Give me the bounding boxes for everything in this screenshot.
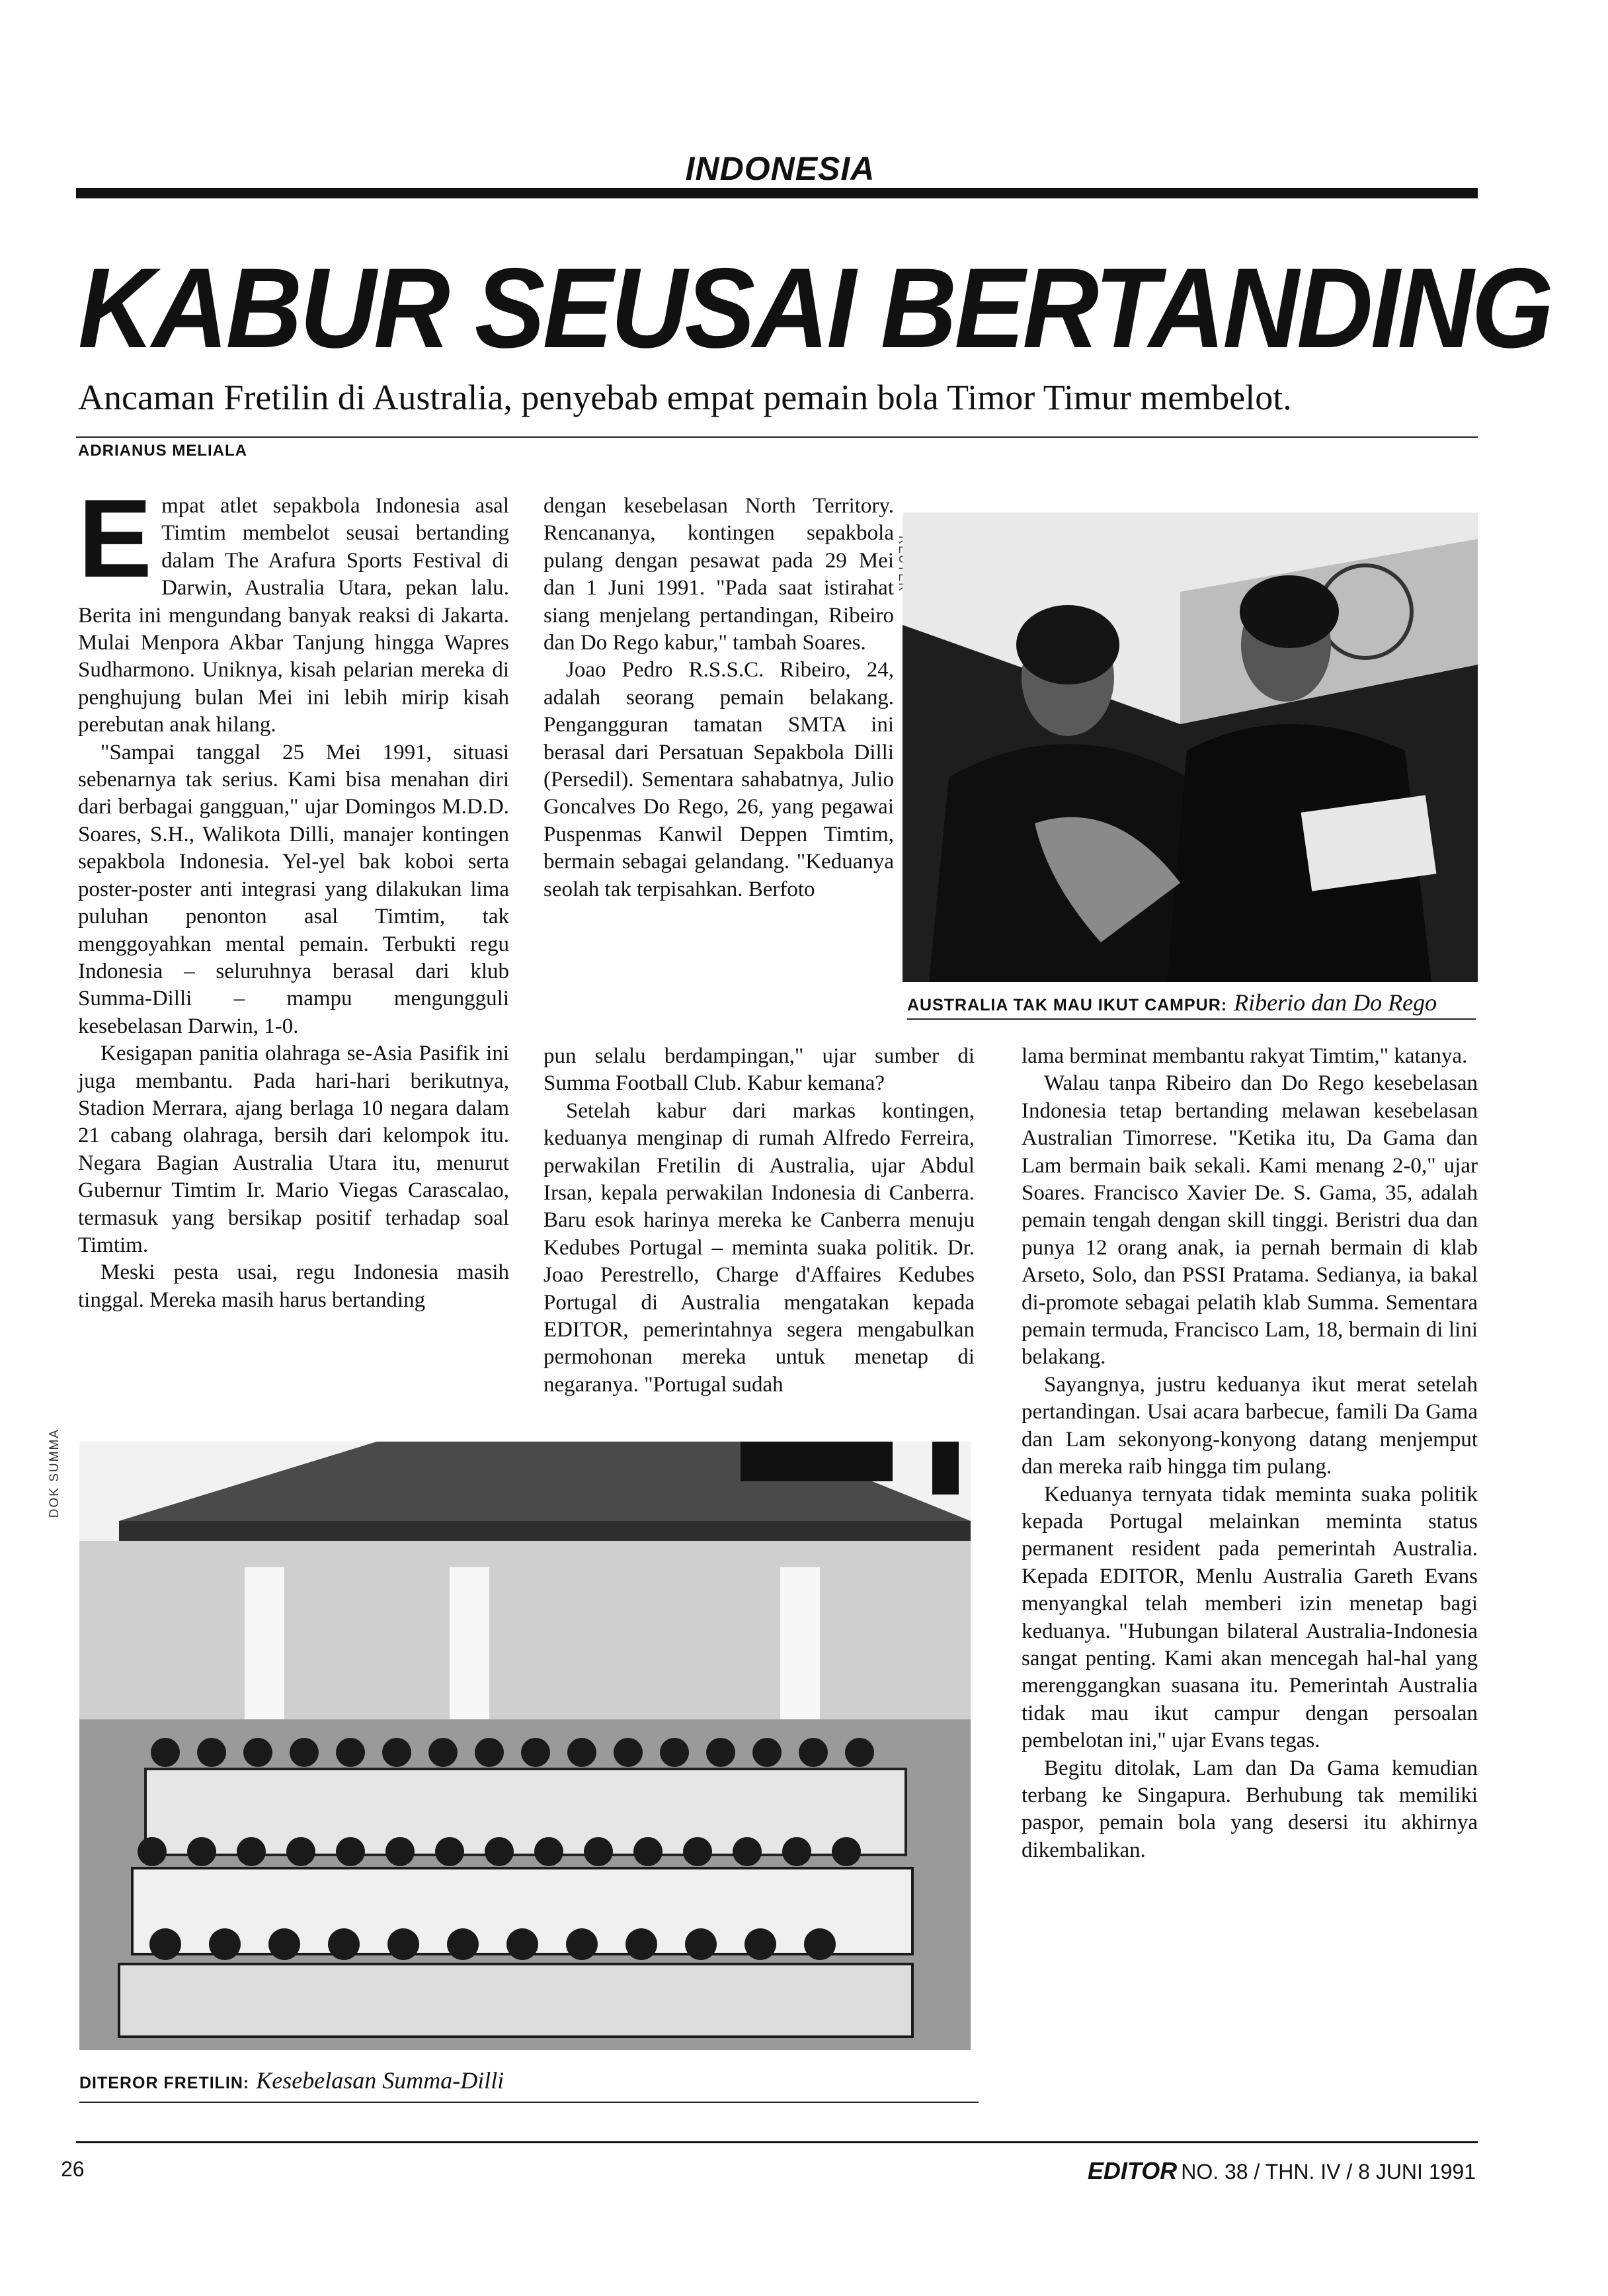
article-column-2-continued xyxy=(543,1043,975,1399)
caption-rule xyxy=(79,2102,979,2103)
footer-rule xyxy=(76,2141,1478,2143)
paragraph: Sayangnya, justru keduanya ikut merat setelah pertandingan. Usai acara barbecue, famili Da Gama dan Lam sekonyong-konyong datang menjemput dan mereka raib hingga tim pulang. xyxy=(1022,1372,1478,1479)
headline: KABUR SEUSAI BERTANDING xyxy=(78,245,1552,372)
article-column-3 xyxy=(1022,1043,1478,1864)
photo-two-players xyxy=(903,512,1478,982)
byline: ADRIANUS MELIALA xyxy=(78,442,247,460)
issue-number: NO. 38 / THN. IV / 8 JUNI 1991 xyxy=(1181,2160,1476,2184)
photo-caption-bottom xyxy=(79,2067,504,2094)
paragraph: Keduanya ternyata tidak meminta suaka politik kepada Portugal melainkan meminta status permanent resident pada pemerintah Australia. Kepada EDITOR, Menlu Australia Gareth Evans menyangkal telah memberi izin menetap bagi keduanya. "Hubungan bilateral Australia-Indonesia sangat penting. Kami akan mencegah hal-hal yang merenggangkan suasana itu. Pemerintah Australia tidak mau ikut campur dengan persoalan pembelotan ini," ujar Evans tegas. xyxy=(1022,1482,1478,1753)
paragraph: Setelah kabur dari markas kontingen, keduanya menginap di rumah Alfredo Ferreira, perwakilan Fretilin di Australia, ujar Abdul Irsan, kepala perwakilan Indonesia di Canberra. Baru esok harinya mereka ke Canberra menuju Kedubes Portugal – meminta suaka politik. Dr. Joao Perestrello, Charge d'Affaires Kedubes Portugal di Australia mengatakan kepada EDITOR, pemerintahnya segera mengabulkan permohonan mereka untuk menetap di negaranya. "Portugal sudah xyxy=(543,1098,975,1397)
paragraph: pun selalu berdampingan," ujar sumber di Summa Football Club. Kabur kemana? xyxy=(543,1044,975,1096)
paragraph: "Sampai tanggal 25 Mei 1991, situasi sebenarnya tak serius. Kami bisa menahan diri dari berbagai gangguan," ujar Domingos M.D.D. Soares, S.H., Walikota Dilli, manajer kontingen sepakbola Indonesia. Yel-yel bak koboi serta poster-poster anti integrasi yang dilakukan lima puluhan penonton asal Timtim, tak menggoyahkan mental pemain. Terbukti regu Indonesia – seluruhnya berasal dari klub Summa-Dilli – mampu mengungguli kesebelasan Darwin, 1-0. xyxy=(78,740,509,1038)
section-rule xyxy=(76,188,1478,198)
caption-label: AUSTRALIA TAK MAU IKUT CAMPUR: xyxy=(907,996,1228,1014)
caption-label: DITEROR FRETILIN: xyxy=(79,2074,250,2092)
page-number: 26 xyxy=(61,2157,85,2181)
photo-credit-bottom: DOK SUMMA xyxy=(48,1428,61,1518)
drop-cap: E xyxy=(78,476,153,600)
caption-rule xyxy=(907,1018,1476,1020)
article-column-1 xyxy=(78,476,509,1314)
footer-issue-info xyxy=(1088,2157,1476,2185)
paragraph: Kesigapan panitia olahraga se-Asia Pasifik ini juga membantu. Pada hari-hari berikutnya, Stadion Merrara, ajang berlaga 10 negara dalam 21 cabang olahraga, bersih dari kelompok itu. Negara Bagian Australia Utara itu, menurut Gubernur Timtim Ir. Mario Viegas Carascalao, termasuk yang bersikap positif terhadap soal Timtim. xyxy=(78,1042,509,1257)
paragraph: Meski pesta usai, regu Indonesia masih tinggal. Mereka masih harus bertanding xyxy=(78,1260,509,1312)
subhead-rule xyxy=(76,436,1478,438)
paragraph: lama berminat membantu rakyat Timtim," katanya. xyxy=(1022,1044,1468,1068)
photo-team-image xyxy=(79,1442,971,2050)
subheadline: Ancaman Fretilin di Australia, penyebab empat pemain bola Timor Timur membelot. xyxy=(78,378,1292,417)
caption-text: Riberio dan Do Rego xyxy=(1234,989,1437,1016)
caption-text: Kesebelasan Summa-Dilli xyxy=(256,2067,504,2094)
article-column-2 xyxy=(543,493,894,903)
paragraph: Walau tanpa Ribeiro dan Do Rego kesebelasan Indonesia tetap bertanding melawan kesebelasan Australian Timorrese. "Ketika itu, Da Gama dan Lam bermain baik sekali. Kami menang 2-0," ujar Soares. Francisco Xavier De. S. Gama, 35, adalah pemain tengah dengan skill tinggi. Beristri dua dan punya 12 orang anak, ia pernah bermain di klab Arseto, Solo, dan PSSI Pratama. Sedianya, ia bakal di-promote sebagai pelatih klab Summa. Sementara pemain termuda, Francisco Lam, 18, bermain di lini belakang. xyxy=(1022,1071,1478,1370)
paragraph: Begitu ditolak, Lam dan Da Gama kemudian terbang ke Singapura. Berhubung tak memiliki paspor, pemain bola yang desersi itu akhirnya dikembalikan. xyxy=(1022,1756,1478,1862)
magazine-brand: EDITOR xyxy=(1087,2157,1178,2184)
photo-caption-top xyxy=(907,989,1437,1016)
photo-team xyxy=(79,1442,971,2050)
section-label: INDONESIA xyxy=(685,150,875,187)
paragraph: dengan kesebelasan North Territory. Rencananya, kontingen sepakbola pulang dengan pesawat pada 29 Mei dan 1 Juni 1991. "Pada saat istirahat siang menjelang pertandingan, Ribeiro dan Do Rego kabur," tambah Soares. xyxy=(543,494,894,655)
paragraph: Empat atlet sepakbola Indonesia asal Timtim membelot seusai bertanding dalam The Arafura Sports Festival di Darwin, Australia Utara, pekan lalu. Berita ini mengundang banyak reaksi di Jakarta. Mulai Menpora Akbar Tanjung hingga Wapres Sudharmono. Uniknya, kisah pelarian mereka di penghujung bulan Mei ini lebih mirip kisah perebutan anak hilang. xyxy=(78,476,509,737)
photo-two-players-image xyxy=(903,512,1478,982)
paragraph: Joao Pedro R.S.S.C. Ribeiro, 24, adalah seorang pemain belakang. Pengangguran tamatan SMTA ini berasal dari Persatuan Sepakbola Dilli (Persedil). Sementara sahabatnya, Julio Goncalves Do Rego, 26, yang pegawai Puspenmas Kanwil Deppen Timtim, bermain sebagai gelandang. "Keduanya seolah tak terpisahkan. Berfoto xyxy=(543,658,894,901)
